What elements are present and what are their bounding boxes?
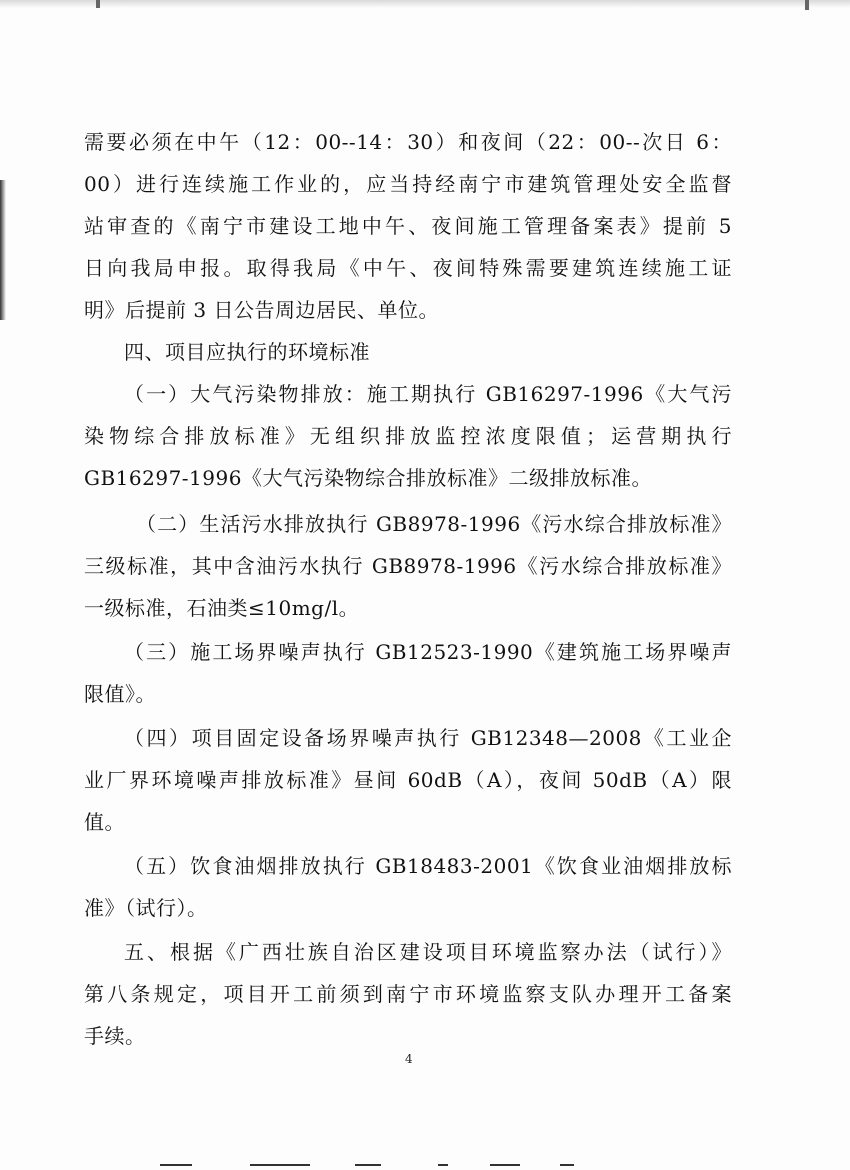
scan-mark <box>96 0 100 8</box>
scan-artifact <box>438 1164 448 1166</box>
text-line: （三）施工场界噪声执行 GB12523-1990《建筑施工场界噪声 <box>124 640 732 664</box>
text-line: 需要必须在中午（12：00--14：30）和夜间（22：00--次日 6： <box>84 130 732 154</box>
text-line: 限值》。 <box>84 682 156 706</box>
text-line: 值。 <box>84 810 125 834</box>
scan-artifact <box>355 1164 381 1166</box>
text-line: 手续。 <box>84 1024 146 1048</box>
text-line: 日向我局申报。取得我局《中午、夜间特殊需要建筑连续施工证 <box>84 256 732 280</box>
section-heading: 四、项目应执行的环境标准 <box>124 340 370 364</box>
scan-artifact <box>160 1164 192 1166</box>
text-line: （五）饮食油烟排放执行 GB18483-2001《饮食业油烟排放标 <box>124 854 732 878</box>
text-line: 一级标准，石油类≤10mg/l。 <box>84 596 360 620</box>
text-line: 第八条规定，项目开工前须到南宁市环境监察支队办理开工备案 <box>84 982 732 1006</box>
text-line: 准》（试行）。 <box>84 896 208 920</box>
text-line: （四）项目固定设备场界噪声执行 GB12348—2008《工业企 <box>124 726 732 750</box>
text-line: 三级标准，其中含油污水执行 GB8978-1996《污水综合排放标准》 <box>84 554 732 578</box>
page-number: 4 <box>405 1052 413 1066</box>
scan-mark <box>805 0 809 10</box>
text-line: 染物综合排放标准》无组织排放监控浓度限值；运营期执行 <box>84 424 732 448</box>
text-line: 明》后提前 3 日公告周边居民、单位。 <box>84 298 439 322</box>
scan-edge-left <box>0 180 6 320</box>
scan-artifact <box>490 1164 520 1166</box>
scan-artifact <box>250 1164 310 1166</box>
text-line: 00）进行连续施工作业的，应当持经南宁市建筑管理处安全监督 <box>84 172 732 196</box>
text-line: 站审查的《南宁市建设工地中午、夜间施工管理备案表》提前 5 <box>84 214 732 238</box>
scan-edge-top <box>0 0 850 8</box>
text-line: （二）生活污水排放执行 GB8978-1996《污水综合排放标准》 <box>136 512 732 536</box>
scan-artifact <box>560 1164 574 1166</box>
text-line: 业厂界环境噪声排放标准》昼间 60dB（A），夜间 50dB（A）限 <box>84 768 732 792</box>
text-line: （一）大气污染物排放：施工期执行 GB16297-1996《大气污 <box>124 382 732 406</box>
text-line: GB16297-1996《大气污染物综合排放标准》二级排放标准。 <box>84 466 652 490</box>
text-line: 五、根据《广西壮族自治区建设项目环境监察办法（试行）》 <box>124 940 732 964</box>
